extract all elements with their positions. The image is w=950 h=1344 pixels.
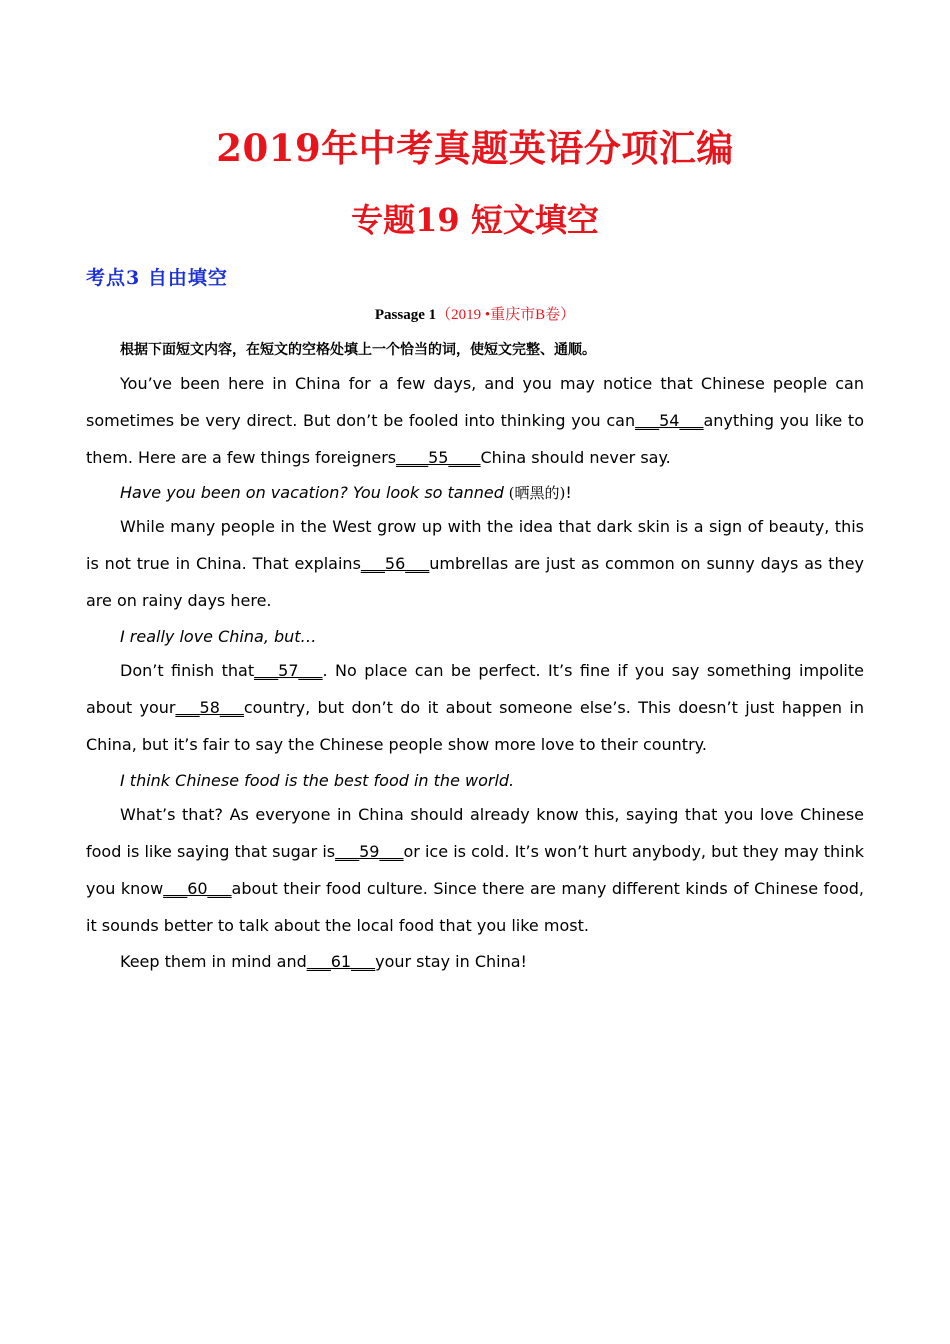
paragraph-5 xyxy=(86,951,864,973)
paragraph-3 xyxy=(86,652,864,763)
italic-phrase: Have you been on vacation? You look so tanned xyxy=(120,483,504,502)
blank-60: ___60___ xyxy=(163,879,232,898)
blank-58: ___58___ xyxy=(175,698,244,717)
paragraph-2 xyxy=(86,508,864,619)
italic-phrase: I think Chinese food is the best food in the world. xyxy=(120,771,515,790)
blank-61: ___61___ xyxy=(306,952,376,971)
document-title: 2019年中考真题英语分项汇编 xyxy=(216,126,734,170)
passage-heading xyxy=(86,304,864,326)
paragraph-text: You’ve been here in China for a few days, and you may notice that Chinese people can sometimes be very direct. But don’t be fooled into thinking you can xyxy=(86,374,864,430)
paragraph-text: about their food culture. Since there are many different kinds of Chinese food, it sounds better to talk about the local food that you like most. xyxy=(86,879,864,935)
heading-quote-2 xyxy=(86,626,864,648)
blank-55: ____55____ xyxy=(396,448,481,467)
passage-label: Passage 1 xyxy=(374,307,437,323)
paragraph-text: China should never say. xyxy=(480,448,671,467)
paragraph-text: What’s that? As everyone in China should already know this, saying that you love Chinese food is like saying that sugar is xyxy=(86,805,864,861)
blank-57: ___57___ xyxy=(254,661,323,680)
italic-phrase: I really love China, but… xyxy=(120,627,317,646)
paragraph-text: or ice is cold. It’s won’t hurt anybody, but they may think you know xyxy=(86,842,865,898)
paragraph-text: umbrellas are just as common on sunny days as they are on rainy days here. xyxy=(86,554,865,610)
paragraph-text: While many people in the West grow up with the idea that dark skin is a sign of beauty, this is not true in China. That explains xyxy=(86,517,864,573)
blank-59: ___59___ xyxy=(335,842,404,861)
paragraph-text: your stay in China! xyxy=(375,952,527,971)
gloss-note: (晒黑的) xyxy=(503,484,566,502)
paragraph-1 xyxy=(86,365,864,476)
paragraph-text: . No place can be perfect. It’s fine if you say something impolite about your xyxy=(86,661,864,717)
paragraph-text: country, but don’t do it about someone else’s. This doesn’t just happen in China, but it’s fair to say the Chinese people show more love to their country. xyxy=(86,698,865,754)
paragraph-4 xyxy=(86,796,864,944)
heading-quote-3 xyxy=(86,770,864,792)
section-heading: 考点3 自由填空 xyxy=(86,267,228,289)
blank-56: ___56___ xyxy=(360,554,430,573)
paragraph-text: anything you like to them. Here are a few things foreigners xyxy=(86,411,864,467)
paragraph-text: Don’t finish that xyxy=(120,661,255,680)
heading-question-1 xyxy=(86,482,864,504)
document-subtitle: 专题19 短文填空 xyxy=(351,201,599,239)
instruction-text: 根据下面短文内容，在短文的空格处填上一个恰当的词，使短文完整、通顺。 xyxy=(120,342,596,358)
blank-54: ___54___ xyxy=(635,411,704,430)
paragraph-text: Keep them in mind and xyxy=(120,952,307,971)
passage-source: （2019 •重庆市B卷） xyxy=(436,307,576,323)
punctuation: ! xyxy=(565,483,572,502)
